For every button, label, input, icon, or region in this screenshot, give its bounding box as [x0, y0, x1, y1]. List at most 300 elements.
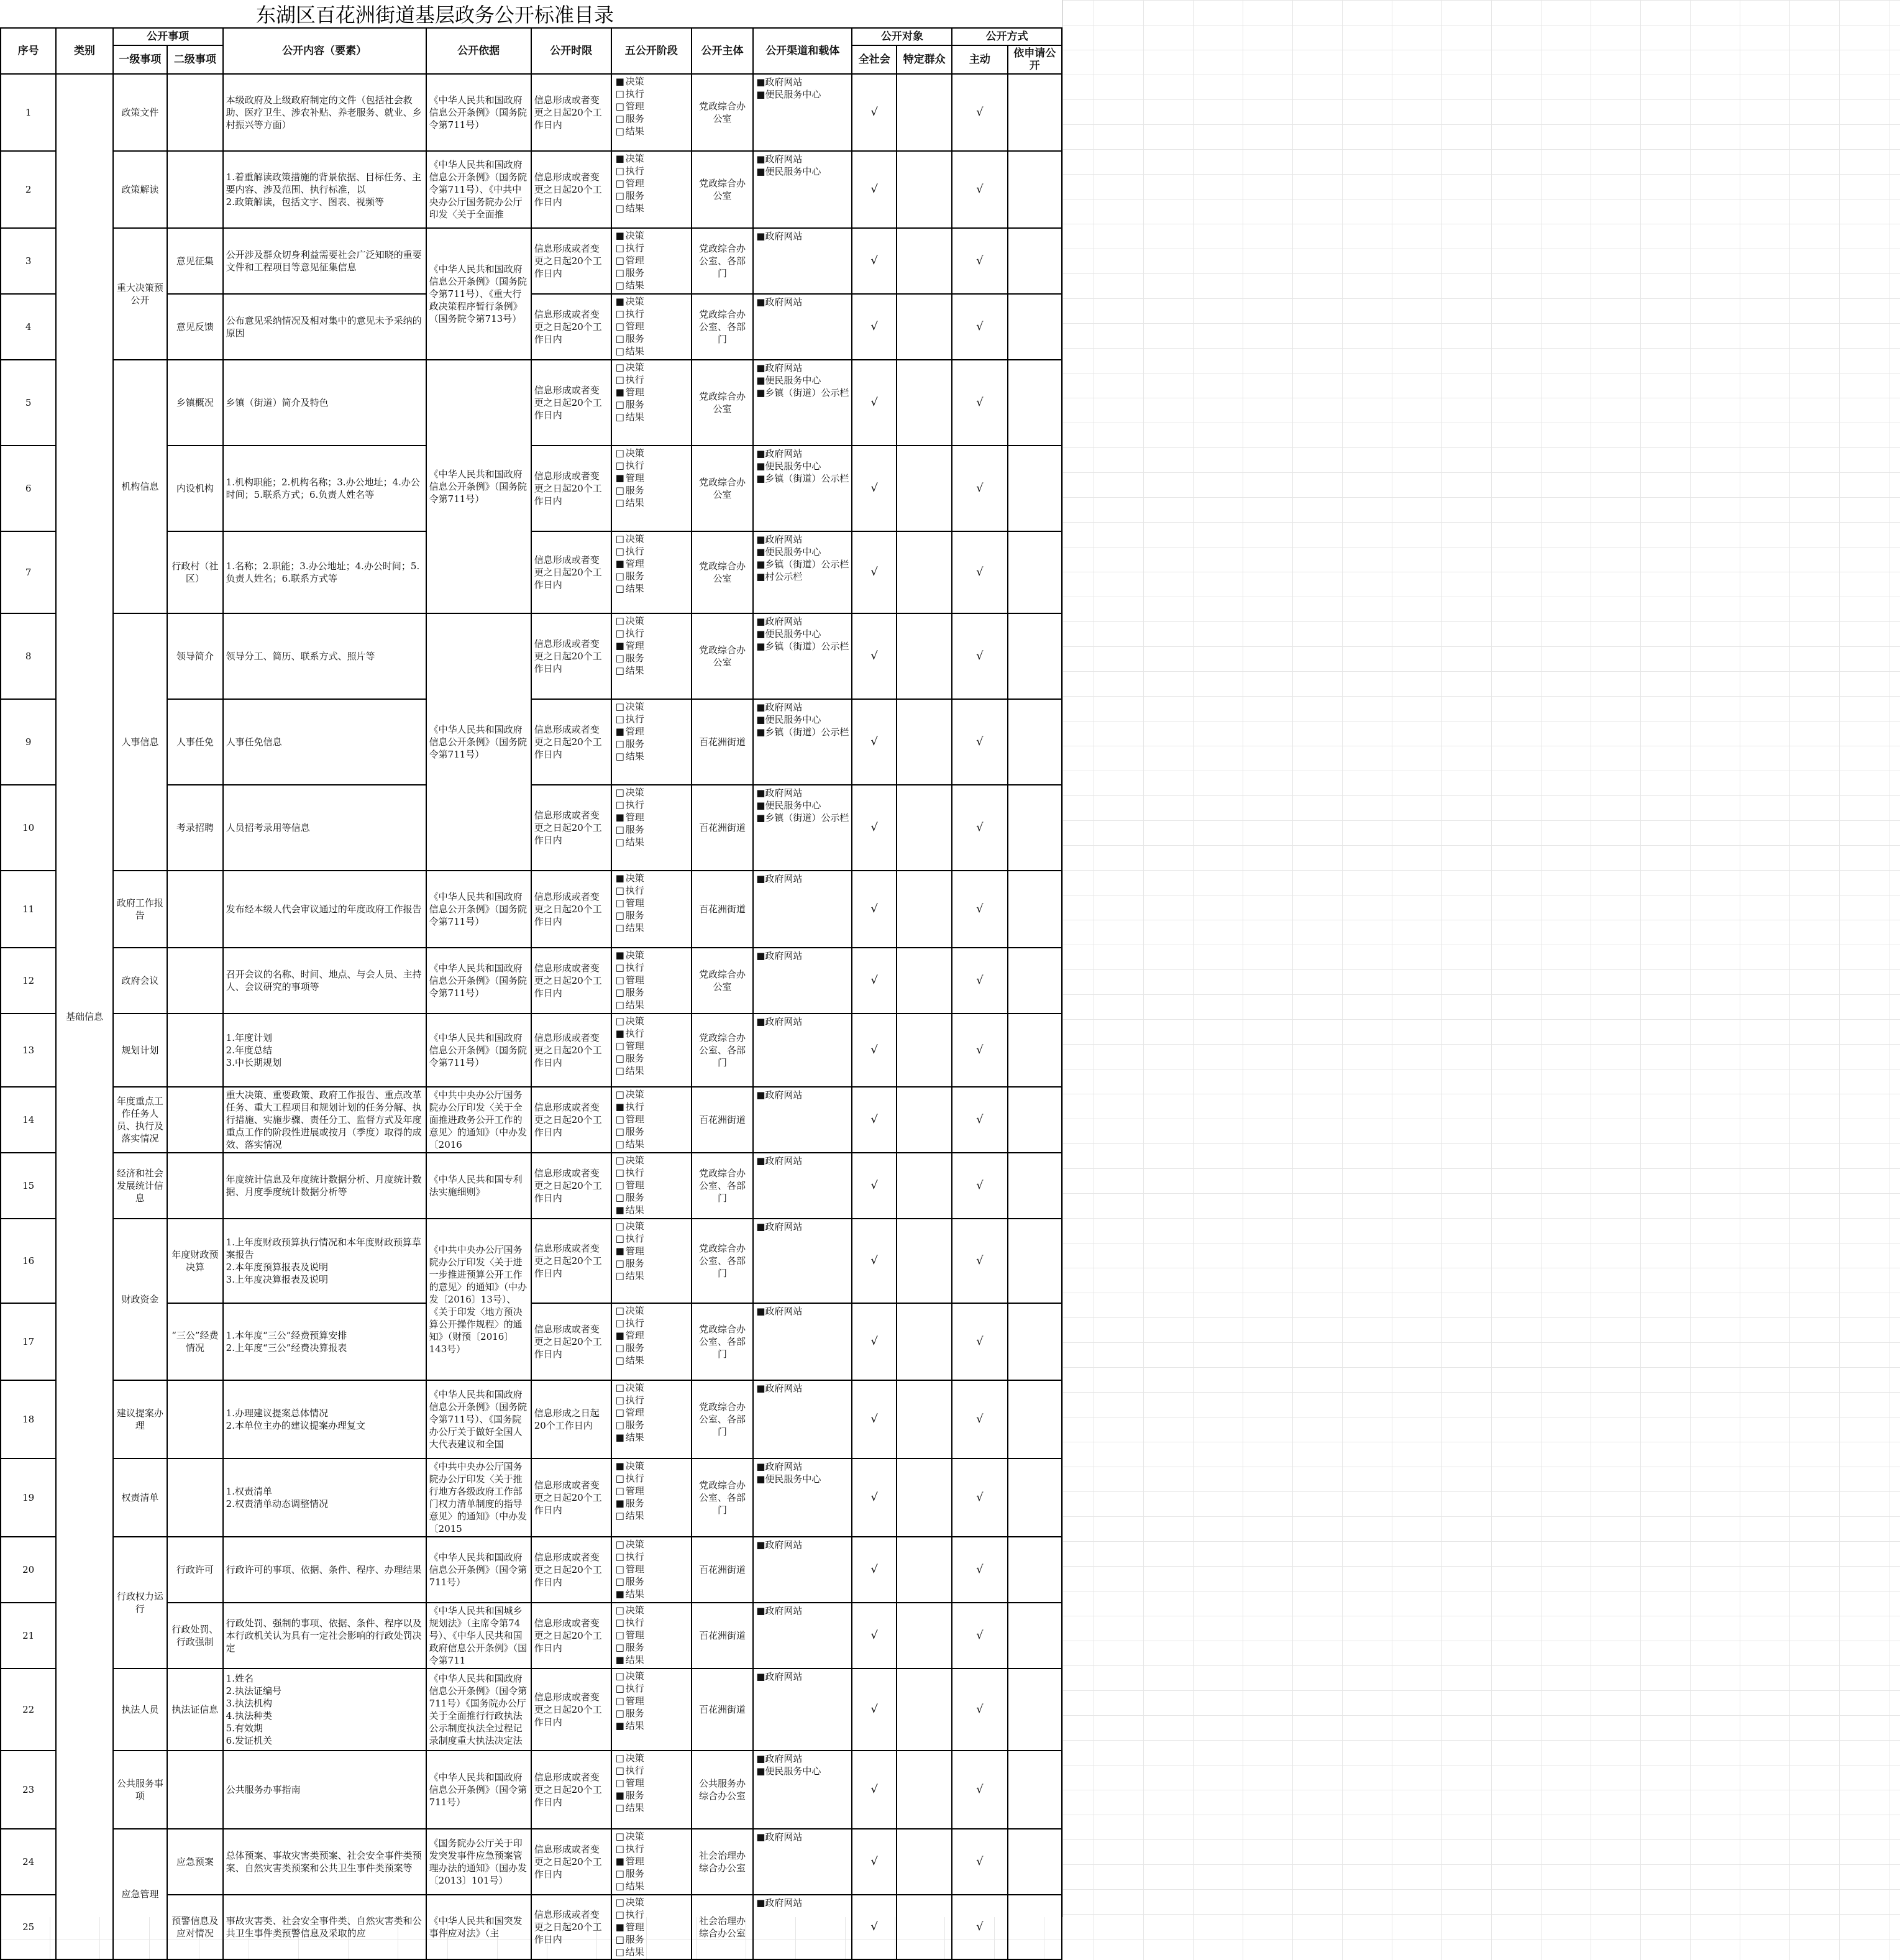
channel-checkbox-icon: ■ — [756, 76, 765, 88]
seq-cell: 20 — [1, 1537, 56, 1603]
stage-checkbox-icon: □ — [615, 910, 624, 921]
content-cell: 1.年度计划 2.年度总结 3.中长期规划 — [223, 1014, 426, 1087]
stage-label: 决策 — [625, 1752, 644, 1764]
seq-cell: 21 — [1, 1603, 56, 1669]
header-all-society: 全社会 — [852, 45, 897, 74]
stage-label: 结果 — [625, 1432, 644, 1443]
seq-cell: 18 — [1, 1380, 56, 1459]
channel-item — [756, 374, 849, 387]
stage-checkbox-icon: □ — [615, 267, 624, 278]
stage-checkbox-icon: ■ — [615, 558, 624, 569]
channel-label: 政府网站 — [765, 1155, 803, 1166]
time-cell: 信息形成或者变更之日起20个工作日内 — [531, 948, 611, 1014]
stage-item — [616, 823, 688, 836]
time-cell: 信息形成或者变更之日起20个工作日内 — [531, 613, 611, 699]
channel-checkbox-icon: ■ — [756, 1765, 765, 1777]
stage-item — [616, 112, 688, 125]
stages-cell — [611, 1895, 692, 1959]
stages-cell — [611, 871, 692, 948]
all-society-tick-icon: √ — [852, 74, 897, 151]
content-cell: 公开涉及群众切身利益需要社会广泛知晓的重要文件和工程项目等意见征集信息 — [223, 228, 426, 294]
basis-cell: 《中华人民共和国政府信息公开条例》（国务院令第711号） — [426, 74, 531, 151]
content-cell: 1.办理建议提案总体情况 2.本单位主办的建议提案办理复文 — [223, 1380, 426, 1459]
level1-cell: 年度重点工作任务人员、执行及落实情况 — [113, 1087, 167, 1153]
stage-label: 决策 — [625, 1539, 644, 1550]
stages-cell — [611, 446, 692, 531]
channel-item — [756, 950, 849, 962]
channels-cell — [753, 871, 852, 948]
seq-cell: 25 — [1, 1895, 56, 1959]
stage-checkbox-icon: □ — [615, 570, 624, 582]
channel-item — [756, 1831, 849, 1843]
stage-checkbox-icon: □ — [615, 411, 624, 423]
stage-checkbox-icon: ■ — [615, 950, 624, 961]
level1-cell: 财政资金 — [113, 1219, 167, 1380]
stage-label: 服务 — [625, 333, 644, 344]
stage-checkbox-icon: □ — [615, 1220, 624, 1232]
channel-item — [756, 787, 849, 799]
all-society-tick-icon: √ — [852, 1829, 897, 1895]
stage-item — [616, 811, 688, 823]
stage-item — [616, 1629, 688, 1641]
stage-item — [616, 1752, 688, 1764]
stage-label: 管理 — [625, 255, 644, 266]
subject-cell: 党政综合办公室、各部门 — [692, 228, 753, 294]
stage-checkbox-icon: □ — [615, 1765, 624, 1776]
stage-label: 决策 — [625, 1460, 644, 1472]
stages-cell — [611, 360, 692, 446]
time-cell: 信息形成或者变更之日起20个工作日内 — [531, 699, 611, 785]
stage-checkbox-icon: ■ — [615, 1204, 624, 1216]
basis-cell: 《中华人民共和国政府信息公开条例》（国务院令第711号） — [426, 1014, 531, 1087]
stage-checkbox-icon: ■ — [615, 1101, 624, 1112]
level1-cell: 规划计划 — [113, 1014, 167, 1087]
stage-label: 服务 — [625, 485, 644, 496]
stage-checkbox-icon: □ — [615, 101, 624, 112]
active-tick-icon: √ — [952, 360, 1007, 446]
stage-item — [616, 1563, 688, 1575]
stage-label: 执行 — [625, 1394, 644, 1406]
time-cell: 信息形成或者变更之日起20个工作日内 — [531, 294, 611, 360]
stage-item — [616, 1191, 688, 1204]
stage-item — [616, 1138, 688, 1150]
stage-label: 结果 — [625, 1654, 644, 1665]
header-method-group: 公开方式 — [952, 28, 1062, 45]
stage-checkbox-icon: ■ — [615, 1790, 624, 1801]
all-society-tick-icon: √ — [852, 948, 897, 1014]
channel-label: 政府网站 — [765, 702, 803, 713]
subject-cell: 百花洲街道 — [692, 785, 753, 871]
subject-cell: 党政综合办公室、各部门 — [692, 1219, 753, 1303]
stage-item — [616, 582, 688, 595]
table-row — [1, 74, 1062, 151]
stage-label: 服务 — [625, 570, 644, 582]
table-row — [1, 1537, 1062, 1603]
channel-item — [756, 726, 849, 738]
channel-checkbox-icon: ■ — [756, 1221, 765, 1232]
channels-cell — [753, 1459, 852, 1537]
stage-checkbox-icon: □ — [615, 1880, 624, 1892]
channels-cell — [753, 1603, 852, 1669]
table-row — [1, 1219, 1062, 1303]
on-request-cell — [1008, 1153, 1062, 1219]
stage-label: 执行 — [625, 1167, 644, 1178]
stage-checkbox-icon: □ — [615, 1510, 624, 1521]
content-cell: 1.着重解读政策措施的背景依据、目标任务、主要内容、涉及范围、执行标准，以 2.政策解读，包括文字、图表、视频等 — [223, 151, 426, 228]
stage-item — [616, 1670, 688, 1682]
stage-item — [616, 1867, 688, 1880]
stage-item — [616, 986, 688, 999]
stage-label: 服务 — [625, 1342, 644, 1353]
stage-label: 管理 — [625, 558, 644, 569]
all-society-tick-icon: √ — [852, 1751, 897, 1829]
stage-checkbox-icon: □ — [615, 1868, 624, 1879]
content-cell: 总体预案、事故灾害类预案、社会安全事件类预案、自然灾害类预案和公共卫生事件类预案等 — [223, 1829, 426, 1895]
stage-item — [616, 872, 688, 884]
stage-item — [616, 1257, 688, 1270]
table-row — [1, 360, 1062, 446]
stage-checkbox-icon: □ — [615, 1564, 624, 1575]
table-row — [1, 1751, 1062, 1829]
subject-cell: 党政综合办公室、各部门 — [692, 1459, 753, 1537]
stage-item — [616, 1509, 688, 1522]
stage-checkbox-icon: □ — [615, 1407, 624, 1418]
time-cell: 信息形成或者变更之日起20个工作日内 — [531, 785, 611, 871]
stage-item — [616, 447, 688, 459]
channel-item — [756, 76, 849, 88]
stage-label: 服务 — [625, 1708, 644, 1719]
channel-label: 政府网站 — [765, 1831, 803, 1843]
header-level1: 一级事项 — [113, 45, 167, 74]
seq-cell: 16 — [1, 1219, 56, 1303]
content-cell: 领导分工、简历、联系方式、照片等 — [223, 613, 426, 699]
stage-label: 服务 — [625, 738, 644, 749]
page-title: 东湖区百花洲街道基层政务公开标准目录 — [255, 3, 614, 27]
stage-item — [616, 1497, 688, 1509]
stage-item — [616, 1802, 688, 1814]
stage-checkbox-icon: □ — [615, 701, 624, 712]
active-tick-icon: √ — [952, 1603, 1007, 1669]
channel-checkbox-icon: ■ — [756, 787, 765, 799]
level1-cell: 重大决策预公开 — [113, 228, 167, 360]
content-cell: 1.权责清单 2.权责清单动态调整情况 — [223, 1459, 426, 1537]
level2-cell — [167, 1751, 223, 1829]
stage-label: 管理 — [625, 1629, 644, 1641]
channel-label: 政府网站 — [765, 76, 803, 88]
subject-cell: 党政综合办公室 — [692, 74, 753, 151]
channel-item — [756, 533, 849, 546]
channel-item — [756, 546, 849, 558]
channel-label: 乡镇（街道）公示栏 — [765, 641, 849, 652]
stage-item — [616, 152, 688, 165]
stage-label: 管理 — [625, 1245, 644, 1257]
seq-cell: 5 — [1, 360, 56, 446]
level1-cell: 行政权力运行 — [113, 1537, 167, 1669]
channel-checkbox-icon: ■ — [756, 1089, 765, 1101]
stages-cell — [611, 1751, 692, 1829]
level2-cell: 内设机构 — [167, 446, 223, 531]
stage-item — [616, 1027, 688, 1040]
on-request-cell — [1008, 1895, 1062, 1959]
stage-item — [616, 1789, 688, 1802]
stage-label: 决策 — [625, 1015, 644, 1027]
channels-cell — [753, 1829, 852, 1895]
specific-cell — [897, 699, 952, 785]
all-society-tick-icon: √ — [852, 531, 897, 613]
channel-label: 政府网站 — [765, 153, 803, 165]
channel-label: 便民服务中心 — [765, 375, 821, 386]
table-row — [1, 1459, 1062, 1537]
channel-item — [756, 713, 849, 726]
channel-label: 乡镇（街道）公示栏 — [765, 726, 849, 738]
level2-cell — [167, 1459, 223, 1537]
subject-cell: 公共服务办综合办公室 — [692, 1751, 753, 1829]
stage-item — [616, 1052, 688, 1065]
content-cell: 公布意见采纳情况及相对集中的意见未予采纳的原因 — [223, 294, 426, 360]
active-tick-icon: √ — [952, 1303, 1007, 1380]
stage-label: 管理 — [625, 472, 644, 483]
seq-cell: 7 — [1, 531, 56, 613]
stage-label: 执行 — [625, 242, 644, 254]
stage-item — [616, 267, 688, 279]
stage-label: 管理 — [625, 1695, 644, 1706]
stage-checkbox-icon: □ — [615, 1670, 624, 1682]
channel-label: 政府网站 — [765, 231, 803, 242]
stage-label: 管理 — [625, 1921, 644, 1933]
stage-label: 执行 — [625, 1473, 644, 1484]
stage-checkbox-icon: □ — [615, 987, 624, 998]
active-tick-icon: √ — [952, 871, 1007, 948]
stage-label: 执行 — [625, 1765, 644, 1776]
stage-checkbox-icon: □ — [615, 321, 624, 332]
channel-item — [756, 1220, 849, 1233]
stage-item — [616, 1575, 688, 1588]
seq-cell: 14 — [1, 1087, 56, 1153]
level1-cell: 机构信息 — [113, 360, 167, 613]
stage-label: 管理 — [625, 1114, 644, 1125]
content-cell: 1.名称；2.职能；3.办公地址；4.办公时间；5.负责人姓名；6.联系方式等 — [223, 531, 426, 613]
stage-item — [616, 570, 688, 582]
active-tick-icon: √ — [952, 785, 1007, 871]
stage-item — [616, 1946, 688, 1958]
stage-item — [616, 320, 688, 332]
channel-item — [756, 1305, 849, 1317]
stage-checkbox-icon: ■ — [615, 872, 624, 884]
basis-cell: 《中华人民共和国政府信息公开条例》（国务院令第711号）、《中共中央办公厅国务院办公厅印发〈关于全面推 — [426, 151, 531, 228]
stage-item — [616, 1654, 688, 1666]
stage-checkbox-icon: □ — [615, 653, 624, 664]
channel-item — [756, 1670, 849, 1683]
stage-item — [616, 484, 688, 497]
stage-label: 决策 — [625, 447, 644, 459]
stage-label: 服务 — [625, 1126, 644, 1137]
header-time: 公开时限 — [531, 28, 611, 74]
seq-cell: 17 — [1, 1303, 56, 1380]
stage-item — [616, 373, 688, 386]
header-target-group: 公开对象 — [852, 28, 952, 45]
active-tick-icon: √ — [952, 1669, 1007, 1751]
stage-item — [616, 545, 688, 557]
stage-item — [616, 459, 688, 472]
subject-cell: 百花洲街道 — [692, 871, 753, 948]
active-tick-icon: √ — [952, 228, 1007, 294]
stage-checkbox-icon: ■ — [615, 1856, 624, 1867]
stage-item — [616, 1485, 688, 1497]
stages-cell — [611, 1537, 692, 1603]
basis-cell: 《中华人民共和国政府信息公开条例》（国令第711号）《国务院办公厅关于全面推行行政执法公示制度执法全过程记录制度重大执法决定法 — [426, 1669, 531, 1751]
specific-cell — [897, 1014, 952, 1087]
stage-checkbox-icon: □ — [615, 962, 624, 973]
channel-item — [756, 447, 849, 460]
specific-cell — [897, 74, 952, 151]
content-cell: 召开会议的名称、时间、地点、与会人员、主持人、会议研究的事项等 — [223, 948, 426, 1014]
stage-label: 决策 — [625, 230, 644, 241]
channel-item — [756, 799, 849, 812]
channel-checkbox-icon: ■ — [756, 812, 765, 823]
stages-cell — [611, 1603, 692, 1669]
stage-checkbox-icon: □ — [615, 280, 624, 291]
stage-item — [616, 1921, 688, 1933]
stage-checkbox-icon: □ — [615, 1138, 624, 1150]
content-cell: 年度统计信息及年度统计数据分析、月度统计数据、月度季度统计数据分析等 — [223, 1153, 426, 1219]
stage-checkbox-icon: □ — [615, 374, 624, 385]
channel-label: 便民服务中心 — [765, 1765, 821, 1777]
level2-cell — [167, 74, 223, 151]
channel-item — [756, 387, 849, 399]
stage-label: 执行 — [625, 1551, 644, 1562]
time-cell: 信息形成或者变更之日起20个工作日内 — [531, 74, 611, 151]
all-society-tick-icon: √ — [852, 1537, 897, 1603]
stage-checkbox-icon: ■ — [615, 1330, 624, 1341]
channel-checkbox-icon: ■ — [756, 362, 765, 373]
stage-checkbox-icon: □ — [615, 836, 624, 848]
stage-item — [616, 1695, 688, 1707]
stage-checkbox-icon: □ — [615, 824, 624, 835]
subject-cell: 党政综合办公室、各部门 — [692, 1380, 753, 1459]
all-society-tick-icon: √ — [852, 1895, 897, 1959]
channel-checkbox-icon: ■ — [756, 1306, 765, 1317]
channel-label: 乡镇（街道）公示栏 — [765, 559, 849, 570]
channel-checkbox-icon: ■ — [756, 1461, 765, 1472]
specific-cell — [897, 1219, 952, 1303]
active-tick-icon: √ — [952, 699, 1007, 785]
seq-cell: 9 — [1, 699, 56, 785]
stage-item — [616, 1125, 688, 1138]
stage-checkbox-icon: ■ — [615, 296, 624, 307]
stage-checkbox-icon: ■ — [615, 1460, 624, 1472]
channel-item — [756, 640, 849, 653]
stage-item — [616, 1682, 688, 1695]
level1-cell: 公共服务事项 — [113, 1751, 167, 1829]
seq-cell: 22 — [1, 1669, 56, 1751]
on-request-cell — [1008, 1669, 1062, 1751]
table-row — [1, 613, 1062, 699]
stage-item — [616, 279, 688, 291]
stage-item — [616, 664, 688, 677]
channels-cell — [753, 446, 852, 531]
channel-item — [756, 615, 849, 628]
channel-item — [756, 88, 849, 101]
subject-cell: 党政综合办公室、各部门 — [692, 1014, 753, 1087]
time-cell: 信息形成或者变更之日起20个工作日内 — [531, 1153, 611, 1219]
channel-checkbox-icon: ■ — [756, 1897, 765, 1908]
stage-checkbox-icon: □ — [615, 346, 624, 357]
channel-checkbox-icon: ■ — [756, 546, 765, 557]
stage-item — [616, 1855, 688, 1867]
stage-checkbox-icon: ■ — [615, 1498, 624, 1509]
active-tick-icon: √ — [952, 74, 1007, 151]
stage-label: 执行 — [625, 713, 644, 725]
stage-item — [616, 1166, 688, 1179]
level1-cell: 政府会议 — [113, 948, 167, 1014]
channel-label: 政府网站 — [765, 950, 803, 961]
level1-cell: 执法人员 — [113, 1669, 167, 1751]
level2-cell — [167, 948, 223, 1014]
stage-checkbox-icon: □ — [615, 485, 624, 496]
stage-label: 管理 — [625, 1856, 644, 1867]
specific-cell — [897, 1380, 952, 1459]
on-request-cell — [1008, 228, 1062, 294]
time-cell: 信息形成或者变更之日起20个工作日内 — [531, 228, 611, 294]
time-cell: 信息形成或者变更之日起20个工作日内 — [531, 446, 611, 531]
specific-cell — [897, 785, 952, 871]
stage-item — [616, 1472, 688, 1485]
channels-cell — [753, 613, 852, 699]
level1-cell: 政策文件 — [113, 74, 167, 151]
stages-cell — [611, 1669, 692, 1751]
on-request-cell — [1008, 531, 1062, 613]
channel-checkbox-icon: ■ — [756, 1473, 765, 1485]
level2-cell: 行政许可 — [167, 1537, 223, 1603]
stage-checkbox-icon: □ — [615, 1167, 624, 1178]
stage-checkbox-icon: □ — [615, 362, 624, 373]
time-cell: 信息形成或者变更之日起20个工作日内 — [531, 1603, 611, 1669]
channel-checkbox-icon: ■ — [756, 950, 765, 961]
stage-checkbox-icon: ■ — [615, 640, 624, 651]
on-request-cell — [1008, 1303, 1062, 1380]
stage-item — [616, 1764, 688, 1777]
stage-label: 管理 — [625, 640, 644, 651]
category-cell: 基础信息 — [56, 74, 112, 1959]
channels-cell — [753, 1895, 852, 1959]
channel-label: 政府网站 — [765, 1605, 803, 1616]
channel-item — [756, 701, 849, 713]
stage-checkbox-icon: □ — [615, 1258, 624, 1269]
stage-label: 服务 — [625, 1642, 644, 1653]
stage-checkbox-icon: □ — [615, 897, 624, 909]
stages-cell — [611, 1087, 692, 1153]
time-cell: 信息形成或者变更之日起20个工作日内 — [531, 360, 611, 446]
level2-cell — [167, 871, 223, 948]
header-seq: 序号 — [1, 28, 56, 74]
stage-checkbox-icon: □ — [615, 1642, 624, 1653]
stage-label: 服务 — [625, 1934, 644, 1945]
stage-item — [616, 909, 688, 922]
stage-label: 结果 — [625, 1204, 644, 1216]
stage-checkbox-icon: □ — [615, 533, 624, 544]
active-tick-icon: √ — [952, 446, 1007, 531]
channel-label: 政府网站 — [765, 362, 803, 373]
channel-checkbox-icon: ■ — [756, 616, 765, 627]
channel-item — [756, 296, 849, 308]
stage-checkbox-icon: □ — [615, 1065, 624, 1076]
all-society-tick-icon: √ — [852, 1380, 897, 1459]
stage-checkbox-icon: □ — [615, 242, 624, 254]
content-cell: 行政处罚、强制的事项、依据、条件、程序以及本行政机关认为具有一定社会影响的行政处罚决定 — [223, 1603, 426, 1669]
on-request-cell — [1008, 1829, 1062, 1895]
stage-item — [616, 1588, 688, 1600]
stage-item — [616, 1381, 688, 1394]
